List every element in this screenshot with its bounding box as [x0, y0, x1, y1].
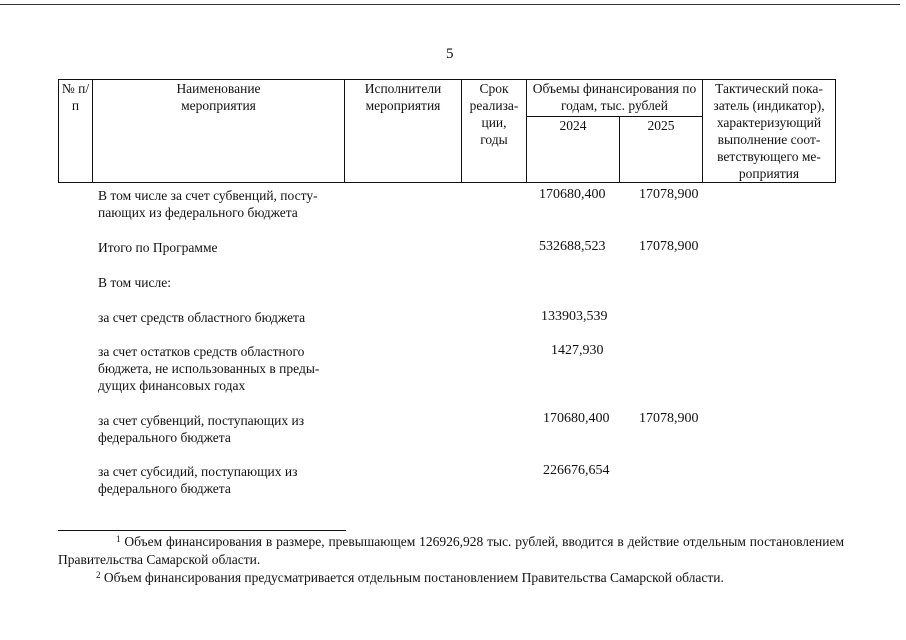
header-indicator: Тактический пока- затель (индикатор), характеризующий выполнение соот- ветствующего ме- роприятия [703, 80, 836, 183]
footnote-1 [58, 530, 844, 569]
row-value-2024: 226676,654 [543, 463, 610, 478]
footnote-1-text: Объем финансирования в размере, превышающем 126926,928 тыс. рублей, вводится в действие отдельным постановлением Правительства Самарской области. [58, 534, 844, 567]
footnote-2-text: Объем финансирования предусматривается отдельным постановлением Правительства Самарской области. [103, 570, 724, 585]
footnote-2 [58, 566, 844, 587]
header-term: Срок реализа- ции, годы [462, 80, 527, 183]
footnote-2-mark: 2 [96, 570, 101, 580]
table-header [58, 79, 836, 183]
row-value-2024: 133903,539 [541, 309, 608, 324]
page-top-border [0, 4, 900, 5]
footnote-1-mark: 1 [116, 534, 121, 544]
row-value-2025: 17078,900 [639, 187, 699, 202]
row-value-2024: 1427,930 [551, 343, 604, 358]
header-year-2024: 2024 [527, 117, 620, 183]
row-value-2025: 17078,900 [639, 239, 699, 254]
row-value-2024: 170680,400 [539, 187, 606, 202]
row-value-2024: 170680,400 [543, 411, 610, 426]
page-number: 5 [446, 46, 454, 62]
row-value-2025: 17078,900 [639, 411, 699, 426]
header-year-2025: 2025 [620, 117, 703, 183]
row-name: В том числе за счет субвенций, посту- пающих из федерального бюджета [98, 188, 318, 220]
header-financing-volume: Объемы финансирования по годам, тыс. рублей [527, 80, 703, 117]
row-name: за счет остатков средств областного бюджета, не использованных в преды- дущих финансовых годах [98, 344, 320, 393]
header-executors: Исполнители мероприятия [345, 80, 462, 183]
row-name: за счет средств областного бюджета [98, 310, 306, 325]
header-activity-name: Наименование мероприятия [93, 80, 345, 183]
row-value-2024: 532688,523 [539, 239, 606, 254]
row-name: за счет субсидий, поступающих из федерального бюджета [98, 464, 298, 496]
row-name: за счет субвенций, поступающих из федерального бюджета [98, 413, 305, 445]
header-number: № п/п [59, 80, 93, 183]
row-name: В том числе: [98, 275, 171, 290]
row-name: Итого по Программе [98, 240, 218, 255]
